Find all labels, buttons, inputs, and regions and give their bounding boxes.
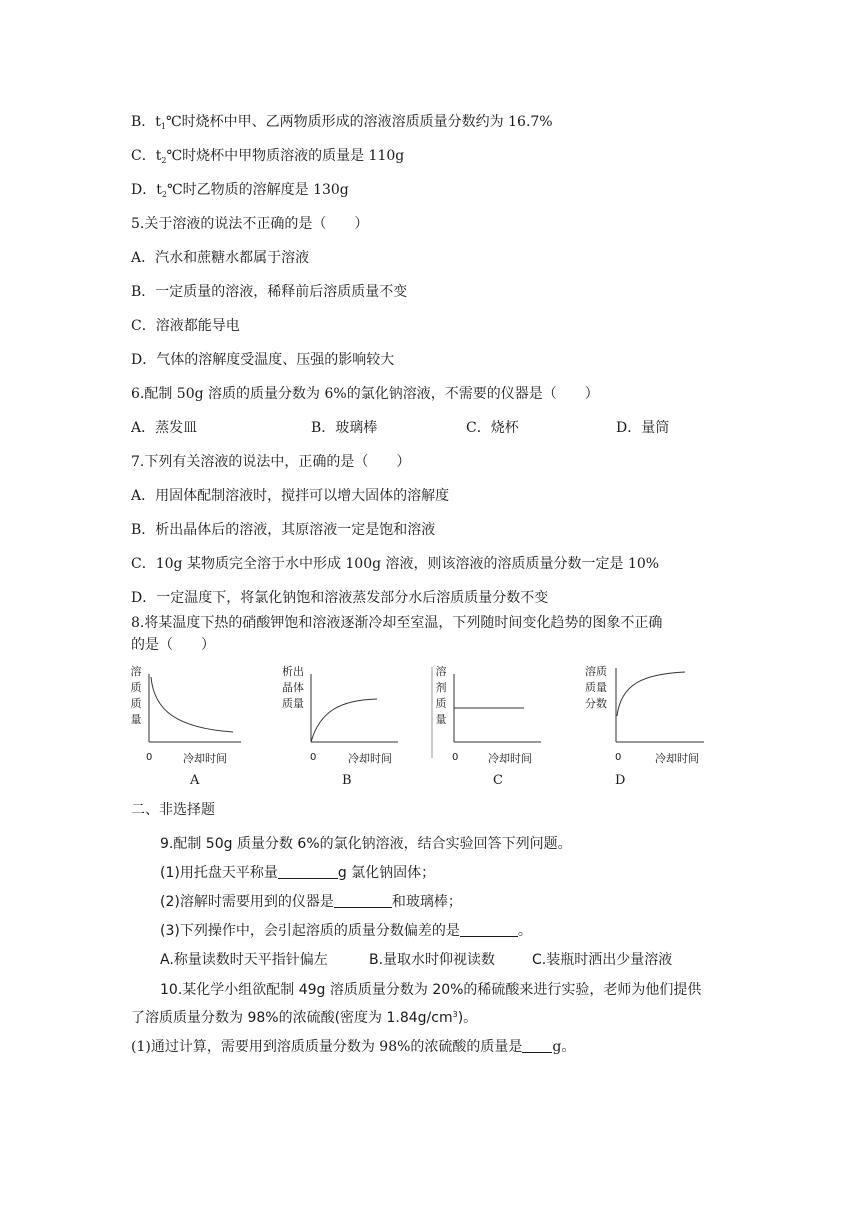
graph-d-ylabel: 溶质 质量 分数: [585, 665, 607, 710]
q4-option-c: C．$t_2℃$时烧杯中甲物质溶液的质量是 110g: [131, 148, 405, 165]
q8-stem-line2: 的是（ ）: [131, 637, 215, 653]
q7-option-a: A．用固体配制溶液时，搅拌可以增大固体的溶解度: [131, 488, 450, 504]
q10-blank-1[interactable]: [522, 1038, 552, 1053]
graph-c-label: C: [493, 773, 503, 788]
q9-stem: 9.配制 50g 质量分数 6%的氯化钠溶液，结合实验回答下列问题。: [160, 836, 572, 852]
q7-option-c: C．10g 某物质完全溶于水中形成 100g 溶液，则该溶液的溶质质量分数一定是 10%: [131, 556, 660, 572]
q10-stem-line1: 10.某化学小组欲配制 49g 溶质质量分数为 20%的稀硫酸来进行实验，老师为他们提供: [160, 982, 702, 998]
q5-option-b: B．一定质量的溶液，稀释前后溶质质量不变: [131, 284, 408, 300]
q4-option-b: B．$t_1℃$时烧杯中甲、乙两物质形成的溶液溶质质量分数约为 16.7%: [131, 114, 553, 131]
graph-d-label: D: [615, 773, 626, 788]
graph-d-xlabel: 冷却时间: [655, 752, 699, 765]
q6-stem: 6.配制 50g 溶质的质量分数为 6%的氯化钠溶液，不需要的仪器是（ ）: [131, 386, 599, 402]
graph-a-label: A: [190, 773, 200, 788]
graph-b-label: B: [342, 773, 352, 788]
q9-option-c: C.装瓶时洒出少量溶液: [532, 952, 673, 968]
graph-b-origin: 0: [310, 752, 317, 763]
graph-c: [430, 662, 570, 792]
graph-d-origin: 0: [615, 752, 622, 763]
graph-a-xlabel: 冷却时间: [183, 752, 227, 765]
q9-option-b: B.量取水时仰视读数: [369, 952, 496, 968]
q5-stem: 5.关于溶液的说法不正确的是（ ）: [131, 216, 369, 232]
q9-option-a: A.称量读数时天平指针偏左: [160, 952, 328, 968]
q5-option-d: D．气体的溶解度受温度、压强的影响较大: [131, 352, 395, 368]
q10-part-1: (1)通过计算，需要用到溶质质量分数为 98%的浓硫酸的质量是 g。: [131, 1039, 576, 1055]
q9-part-2: (2)溶解时需要用到的仪器是 和玻璃棒；: [160, 894, 462, 910]
graph-a-ylabel: 溶 质 质 量: [130, 665, 142, 726]
q7-option-b: B．析出晶体后的溶液，其原溶液一定是饱和溶液: [131, 522, 436, 538]
q9-blank-1[interactable]: [278, 864, 338, 879]
q8-stem-line1: 8.将某温度下热的硝酸钾饱和溶液逐渐冷却至室温，下列随时间变化趋势的图象不正确: [131, 615, 663, 631]
graph-a-origin: 0: [146, 752, 153, 763]
graph-b-curve: [311, 699, 377, 742]
q9-blank-2[interactable]: [334, 893, 392, 908]
q4-option-d: D．$t_2℃$时乙物质的溶解度是 130g: [131, 182, 349, 199]
graph-b-ylabel: 析出 晶体 质量: [282, 665, 304, 710]
q6-option-c: C．烧杯: [466, 420, 519, 436]
q6-option-a: A．蒸发皿: [131, 420, 198, 436]
graph-d: [583, 662, 723, 792]
graph-c-origin: 0: [452, 752, 459, 763]
q7-stem: 7.下列有关溶液的说法中，正确的是（ ）: [131, 454, 411, 470]
q10-stem-line2: 了溶质质量分数为 98%的浓硫酸(密度为 $1.84g/cm^3$)。: [131, 1010, 478, 1026]
q7-option-d: D．一定温度下，将氯化钠饱和溶液蒸发部分水后溶质质量分数不变: [131, 590, 549, 606]
q9-blank-3[interactable]: [460, 922, 518, 937]
graph-b-xlabel: 冷却时间: [348, 752, 392, 765]
q9-part-3: (3)下列操作中，会引起溶质的质量分数偏差的是 。: [160, 923, 532, 939]
q5-option-c: C．溶液都能导电: [131, 318, 240, 334]
section-title: 二、非选择题: [131, 802, 215, 818]
graph-c-ylabel: 溶 剂 质 量: [435, 665, 447, 726]
graph-b: [280, 662, 420, 792]
q5-option-a: A．汽水和蔗糖水都属于溶液: [131, 250, 310, 266]
q6-option-b: B．玻璃棒: [311, 420, 378, 436]
graph-d-curve: [617, 672, 685, 716]
graph-a-curve: [151, 677, 233, 732]
graph-d-plot: [583, 662, 723, 792]
graph-a: [128, 662, 268, 792]
graph-c-xlabel: 冷却时间: [488, 752, 532, 765]
q6-option-d: D．量筒: [616, 420, 670, 436]
q9-part-1: (1)用托盘天平称量 g 氯化钠固体；: [160, 865, 436, 881]
